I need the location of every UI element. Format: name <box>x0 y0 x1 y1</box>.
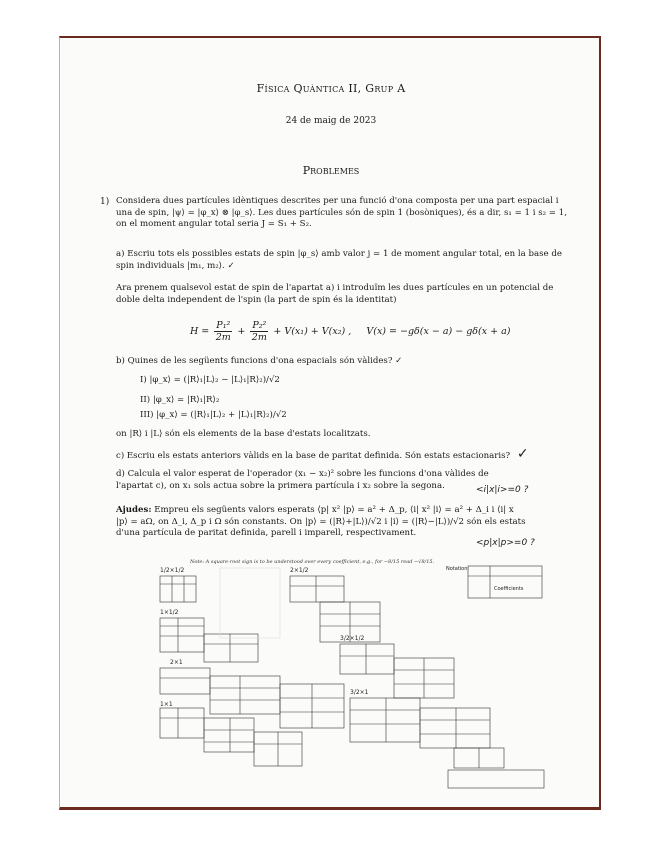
label-2-1: 2×1 <box>170 659 183 666</box>
part-a <box>116 249 576 272</box>
eq-lhs: H = <box>190 326 210 337</box>
section-heading: Problemes <box>302 164 360 177</box>
part-d <box>116 469 516 492</box>
part-c-text: c) Escriu els estats anteriors vàlids en la base de paritat definida. Són estats estacionaris? <box>116 451 511 461</box>
check-mark-c: ✓ <box>516 446 529 462</box>
check-mark-a: ✓ <box>227 260 235 271</box>
hamiltonian-equation: H = $\frac{\text{P₁²}}{2m}$ + $\frac{\text{P₂²}}{2m}$ + V(x₁) + V(x₂) , V(x) = −gδ(x − a) − gδ(x + a) <box>190 320 511 343</box>
part-d-text: d) Calcula el valor esperat de l'operador (x₁ − x₂)² sobre les funcions d'ona vàlides de l'apartat c), on x₁ sols actua sobre la primera partícula i x₂ sobre la segona. <box>116 469 489 491</box>
clebsch-gordan-table <box>150 558 550 790</box>
eq-potential: V(x) = −gδ(x − a) − gδ(x + a) <box>366 326 511 337</box>
eq-term1-den: 2m <box>215 332 231 343</box>
label-1-half: 1×1/2 <box>160 609 179 616</box>
potential-intro: Ara prenem qualsevol estat de spin de l'apartat a) i introduïm les dues partícules en un potencial de doble delta independent de l'spin (la part de spin és la identitat) <box>116 283 554 305</box>
check-mark-b: ✓ <box>395 356 403 366</box>
exam-title: Física Quàntica II, Grup A <box>256 82 406 95</box>
exam-sheet <box>59 36 601 810</box>
eq-rest: + V(x₁) + V(x₂) , <box>273 326 352 337</box>
problem-number: 1) <box>100 197 110 207</box>
option-1: I) |φ_x⟩ = (|R⟩₁|L⟩₂ − |L⟩₁|R⟩₂)/√2 <box>140 375 280 385</box>
label-coefficients: Coefficients <box>494 586 524 592</box>
handwritten-note-2: <p|x|p>=0 ? <box>476 538 535 548</box>
label-notation: Notation: <box>446 566 470 572</box>
label-half-half: 1/2×1/2 <box>160 567 185 574</box>
localized-basis-note: on |R⟩ i |L⟩ són els elements de la base d'estats localitzats. <box>116 429 371 439</box>
handwritten-note-1: <i|x|i>=0 ? <box>476 485 529 495</box>
part-a-text: a) Escriu tots els possibles estats de spin |φ_s⟩ amb valor j = 1 de moment angular total, en la base de spin individuals |m₁, m₂⟩. <box>116 249 562 271</box>
eq-term2-den: 2m <box>251 332 267 343</box>
hints-text: Empreu els següents valors esperats ⟨p| x² |p⟩ = a² + Δ_p, ⟨i| x² |i⟩ = a² + Δ_i i ⟨i| x |p⟩ = aΩ, on Δ_i, Δ_p i Ω són constants. On |p⟩ = (|R⟩+|L⟩)/√2 i |i⟩ = (|R⟩−|L⟩)/√2 són els estats d'una partícula de paritat definida, parell i imparell, respectivament. <box>116 505 526 538</box>
label-3half-1: 3/2×1 <box>350 689 369 696</box>
label-2-half: 2×1/2 <box>290 567 309 574</box>
eq-term1 <box>214 320 232 343</box>
label-3half-half: 3/2×1/2 <box>340 635 365 642</box>
hints-label: Ajudes: <box>116 505 152 515</box>
part-b <box>116 356 576 368</box>
eq-term2-num: P₂² <box>252 320 267 331</box>
label-1-1: 1×1 <box>160 701 173 708</box>
exam-date: 24 de maig de 2023 <box>285 116 377 126</box>
hints-paragraph <box>116 505 526 540</box>
option-2: II) |φ_x⟩ = |R⟩₁|R⟩₂ <box>140 395 220 405</box>
table-note: Note: A square-root sign is to be understood over every coefficient, e.g., for −8/15 read −√8/15. <box>190 559 435 565</box>
part-b-text: b) Quines de les següents funcions d'ona espacials són vàlides? <box>116 356 393 366</box>
problem-statement: Considera dues partícules idèntiques descrites per una funció d'ona composta per una part espacial i una de spin, |ψ⟩ = |φ_x⟩ ⊗ |φ_s⟩. Les dues partícules són de spin 1 (bosòniques), és a dir, s₁ = 1 i s₂ = 1, on el moment angular total seria J = S₁ + S₂. <box>116 196 567 229</box>
eq-term2 <box>250 320 268 343</box>
part-c <box>116 446 576 463</box>
option-3: III) |φ_x⟩ = (|R⟩₁|L⟩₂ + |L⟩₁|R⟩₂)/√2 <box>140 410 287 420</box>
eq-term1-num: P₁² <box>216 320 231 331</box>
